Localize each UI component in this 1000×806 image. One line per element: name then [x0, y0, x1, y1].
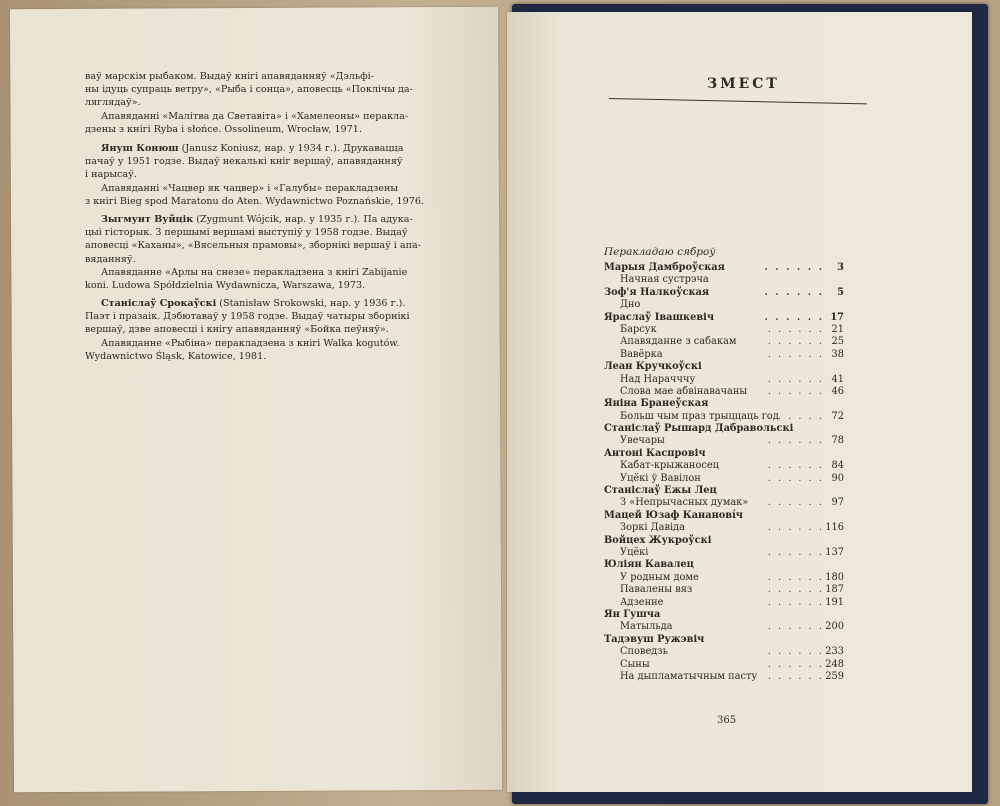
toc-entry-title: Матыльда: [620, 621, 673, 633]
bio-line: Wydawnictwo Śląsk, Katowice, 1981.: [85, 350, 267, 362]
bio-srokowski: [85, 297, 480, 363]
toc-author-name: Тадэвуш Ружэвіч: [604, 633, 705, 645]
toc-page-number: 187: [825, 584, 844, 596]
toc-entry-title: Больш чым праз трыццаць год: [620, 410, 779, 422]
toc-entry-title: Уцёкі: [620, 546, 649, 558]
toc-author: [604, 398, 844, 410]
toc-entry-title: На дыпламатычным пасту: [620, 670, 758, 682]
toc-author: [604, 510, 844, 522]
leader-dots: . . . . . .: [767, 584, 824, 596]
toc-entry: [604, 671, 844, 683]
toc-entry-title: Дно: [620, 299, 641, 311]
leader-dots: . . . . . .: [767, 571, 824, 583]
leader-dots: . . . . . .: [767, 670, 824, 682]
toc-entry: [604, 299, 844, 311]
toc-author-name: Ян Гушча: [604, 608, 661, 620]
leader-dots: . . . . . .: [767, 323, 824, 335]
bio-wojcik: [85, 213, 480, 292]
toc-entry: [604, 572, 844, 584]
toc-entry-title: Павалены вяз: [620, 584, 693, 596]
toc-page-number: 90: [831, 472, 844, 484]
toc-entry: [604, 597, 844, 609]
toc-entry-title: Начная сустрэча: [620, 274, 709, 286]
bio-line: і нарысаў.: [85, 169, 137, 181]
leader-dots: . . . . . .: [767, 460, 824, 472]
toc-page-number: 137: [825, 546, 844, 558]
toc-entry: [604, 336, 844, 348]
toc-page-number: 180: [825, 571, 844, 583]
toc-page-number: 200: [825, 621, 844, 633]
toc-list: [604, 262, 844, 683]
leader-dots: . . . . . .: [767, 621, 824, 633]
leader-dots: . . . . . .: [767, 373, 824, 385]
toc-page-number: 46: [831, 385, 844, 397]
toc-author: [604, 287, 844, 299]
toc-page-number: 21: [831, 323, 844, 335]
toc-author-name: Яраслаў Івашкевіч: [604, 311, 715, 323]
toc-entry-title: Увечары: [620, 435, 665, 447]
toc-entry-title: Барсук: [620, 323, 657, 335]
bio-continuation: [85, 70, 480, 136]
toc-author-name: Войцех Жукроўскі: [604, 534, 712, 546]
toc-entry: [604, 497, 844, 509]
bio-line: аповесці «Каханы», «Вясельныя прамовы», зборнікі вершаў і апа-: [85, 240, 421, 252]
toc-author-name: Антоні Каспровіч: [604, 447, 706, 459]
bio-line: ны ідуць супраць ветру», «Рыба і сонца», аповесць «Поклічы да-: [85, 84, 413, 96]
toc-page-number: 191: [825, 596, 844, 608]
leader-dots: . . . . . .: [767, 348, 824, 360]
author-name: Януш Конюш: [101, 143, 179, 154]
leader-dots: . . . . . .: [767, 497, 824, 509]
toc-author-name: Мацей Юзаф Кананові́ч: [604, 509, 743, 521]
toc-author-name: Зоф'я Налкоўская: [604, 286, 710, 298]
toc-entry-title: Зоркі Давіда: [620, 522, 685, 534]
leader-dots: . . . . . .: [767, 385, 824, 397]
toc-author: [604, 634, 844, 646]
toc-entry-title: З «Непрычасных думак»: [620, 497, 749, 509]
toc-entry: [604, 473, 844, 485]
toc-author: [604, 312, 844, 324]
toc-author: [604, 361, 844, 373]
toc-entry-title: Вавёрка: [620, 348, 663, 360]
toc-page-number: 233: [825, 646, 844, 658]
toc-entry: [604, 584, 844, 596]
toc-author-name: Марыя Дамброўская: [604, 262, 725, 273]
bio-line: цыі гісторык. З першымі вершамі выступіў у 1958 годзе. Выдаў: [85, 227, 408, 239]
leader-dots: . . . . . .: [767, 546, 824, 558]
toc-entry-title: Споведзь: [620, 646, 668, 658]
author-name: Зыгмунт Вуйцік: [101, 214, 194, 225]
toc-entry: [604, 411, 844, 423]
bio-line: ваў марскім рыбаком. Выдаў кнігі апавяданняў «Дэльфі-: [85, 71, 374, 82]
bio-line: (Stanisław Srokowski, нар. у 1936 г.).: [216, 298, 406, 309]
bio-line: Апавяданні «Чацвер як чацвер» і «Галубы» перакладзены: [101, 182, 398, 194]
leader-dots: . . . . . .: [767, 435, 824, 447]
toc-page-number: 72: [831, 410, 844, 422]
toc-entry-title: Адзенне: [620, 596, 664, 608]
toc-entry: [604, 522, 844, 534]
toc-author-name: Юліян Кавалец: [604, 559, 694, 571]
bio-line: koni. Ludowa Spółdzielnia Wydawnicza, Warszawa, 1973.: [85, 280, 366, 292]
leader-dots: . . . . . .: [764, 286, 824, 298]
toc-entry-title: Над Нарачччу: [620, 373, 696, 385]
toc-entry: [604, 324, 844, 336]
toc-author: [604, 485, 844, 497]
bio-line: (Zygmunt Wójcik, нар. у 1935 г.). Па адука-: [193, 214, 413, 225]
toc-page-number: 97: [831, 497, 844, 509]
toc-section-heading: Перакладаю сяброў: [604, 246, 716, 258]
toc-entry-title: У родным доме: [620, 571, 699, 583]
toc-entry: [604, 374, 844, 386]
leader-dots: . . . . . .: [764, 311, 824, 323]
toc-author-name: Станіслаў Ежы Лец: [604, 485, 717, 497]
toc-page-number: 17: [830, 311, 844, 323]
bio-line: пачаў у 1951 годзе. Выдаў некалькі кніг вершаў, апавяданняў: [85, 156, 403, 168]
toc-entry: [604, 460, 844, 472]
toc-author-name: Леан Кручкоўскі: [604, 361, 702, 373]
toc-author: [604, 448, 844, 460]
leader-dots: . . . . . .: [767, 658, 824, 670]
bio-line: Паэт і празаік. Дэбютаваў у 1958 годзе. Выдаў чатыры зборнікі: [85, 311, 410, 323]
toc-author: [604, 559, 844, 571]
toc-entry-title: Слова мае абвінавачаны: [620, 385, 748, 397]
bio-line: Апавяданні «Малітва да Светавіта» і «Хамелеоны» перакла-: [101, 110, 409, 122]
bio-line: (Janusz Koniusz, нар. у 1934 г.). Друкавацца: [178, 143, 404, 154]
toc-author-name: Яніна Бранеўская: [604, 398, 709, 410]
toc-entry: [604, 659, 844, 671]
toc-page-number: 84: [831, 460, 844, 472]
toc-page-number: 78: [831, 435, 844, 447]
toc-page-number: 116: [825, 522, 844, 534]
toc-title: ЗМЕСТ: [707, 76, 780, 92]
bio-koniusz: [85, 142, 480, 208]
toc-author: [604, 535, 844, 547]
bio-line: дзены з кнігі Ryba i słońce. Ossolineum, Wrocław, 1971.: [85, 123, 362, 135]
toc-page-number: 248: [825, 658, 844, 670]
page-number: 365: [717, 715, 737, 726]
toc-entry-title: Апавяданне з сабакам: [620, 336, 737, 348]
toc-entry: [604, 547, 844, 559]
bio-line: вяданняў.: [85, 253, 136, 265]
toc-entry-title: Сыны: [620, 658, 650, 670]
toc-entry: [604, 386, 844, 398]
toc-page-number: 38: [831, 348, 844, 360]
toc-entry: [604, 435, 844, 447]
toc-author: [604, 262, 844, 274]
toc-entry: [604, 274, 844, 286]
bio-line: ляглядаў».: [85, 97, 141, 109]
leader-dots: . . . . . .: [767, 336, 824, 348]
toc-page-number: 5: [837, 286, 844, 298]
toc-author-name: Станіслаў Рышард Дабравольскі: [604, 423, 794, 435]
bio-line: Апавяданне «Рыбіна» перакладзена з кнігі Walka kogutów.: [101, 337, 400, 349]
toc-page-number: 25: [831, 336, 844, 348]
toc-author: [604, 423, 844, 435]
bio-line: з кнігі Bieg spod Maratonu do Aten. Wydawnictwo Poznańskie, 1976.: [85, 195, 425, 207]
leader-dots: . . . . . .: [767, 522, 824, 534]
toc-entry-title: Уцёкі ў Вавілон: [620, 472, 701, 484]
leader-dots: . . . . . .: [767, 472, 824, 484]
toc-page-number: 259: [825, 670, 844, 682]
bio-line: вершаў, дзве аповесці і кнігу апавяданняў «Бойка пеўняў».: [85, 324, 389, 336]
toc-entry: [604, 349, 844, 361]
leader-dots: . . . . . .: [767, 596, 824, 608]
toc-author: [604, 609, 844, 621]
leader-dots: . . . . . .: [767, 410, 824, 422]
toc-entry-title: Кабат-крыжаносец: [620, 460, 719, 472]
leader-dots: . . . . . .: [764, 262, 824, 273]
author-name: Станіслаў Срокаўскі: [101, 298, 217, 309]
toc-page-number: 3: [837, 262, 844, 273]
toc-entry: [604, 646, 844, 658]
leader-dots: . . . . . .: [767, 646, 824, 658]
bio-line: Апавяданне «Арлы на снезе» перакладзена з кнігі Zabijanie: [101, 266, 408, 278]
toc-page-number: 41: [831, 373, 844, 385]
toc-entry: [604, 621, 844, 633]
